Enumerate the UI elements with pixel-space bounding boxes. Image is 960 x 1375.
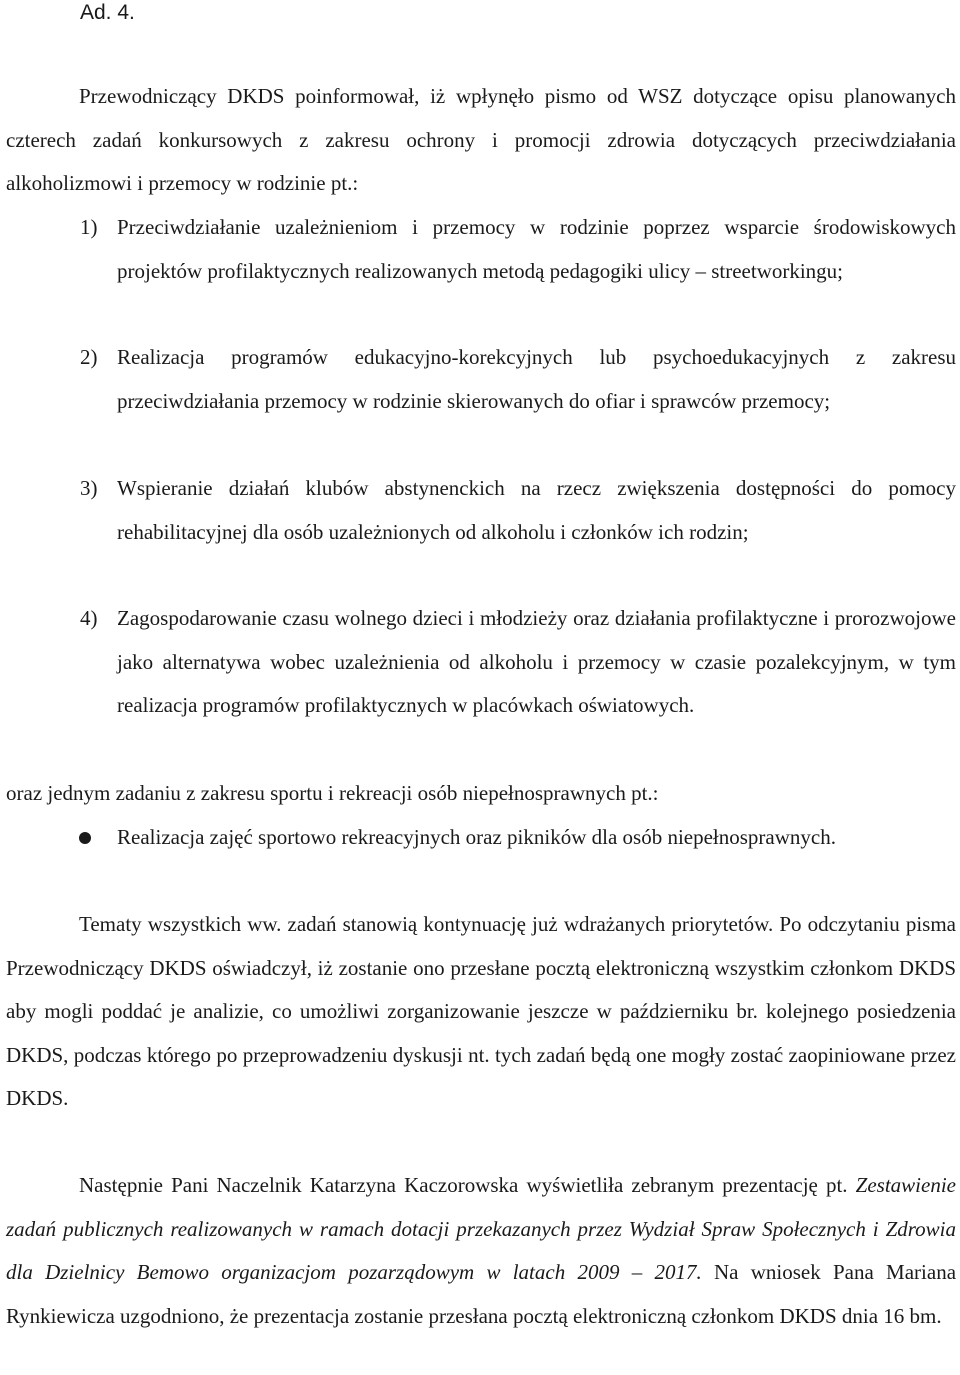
presentation-paragraph	[6, 1164, 956, 1338]
presentation-tail: Na wniosek Pana Mariana Rynkiewicza uzgodniono, że prezentacja zostanie przesłana pocztą elektroniczną członkom DKDS dnia 16 bm.	[6, 1260, 957, 1328]
task-item-3	[80, 467, 956, 554]
task-item-1	[80, 206, 956, 293]
task-number: 4)	[80, 606, 98, 630]
task-number: 1)	[80, 215, 98, 239]
task-text: Realizacja programów edukacyjno-korekcyjnych lub psychoedukacyjnych z zakresu przeciwdziałania przemocy w rodzinie skierowanych do ofiar i sprawców przemocy;	[117, 345, 956, 413]
task-text: Wspieranie działań klubów abstynenckich na rzecz zwiększenia dostępności do pomocy rehabilitacyjnej dla osób uzależnionych od alkoholu i członków ich rodzin;	[117, 476, 956, 544]
section-heading: Ad. 4.	[80, 1, 135, 24]
task-text: Przeciwdziałanie uzależnieniom i przemocy w rodzinie poprzez wsparcie środowiskowych projektów profilaktycznych realizowanych metodą pedagogiki ulicy – streetworkingu;	[117, 215, 956, 283]
task-number: 3)	[80, 476, 98, 500]
presentation-title: Zestawienie zadań publicznych realizowanych w ramach dotacji przekazanych przez Wydział Spraw Społecznych i Zdrowia dla Dzielnicy Bemowo organizacjom pozarządowym w latach 2009 – 2017.	[6, 1173, 956, 1284]
sport-intro-paragraph: oraz jednym zadaniu z zakresu sportu i rekreacji osób niepełnosprawnych pt.:	[6, 781, 659, 805]
bullet-icon	[78, 831, 92, 845]
presentation-lead: Następnie Pani Naczelnik Katarzyna Kaczorowska wyświetliła zebranym prezentację pt.	[79, 1173, 856, 1197]
task-text: Zagospodarowanie czasu wolnego dzieci i młodzieży oraz działania profilaktyczne i prorozwojowe jako alternatywa wobec uzależnienia od alkoholu i przemocy w czasie pozalekcyjnym, w tym realizacja programów profilaktycznych w placówkach oświatowych.	[117, 606, 956, 717]
task-item-2	[80, 336, 956, 423]
task-item-4	[80, 597, 956, 728]
sport-task-item: Realizacja zajęć sportowo rekreacyjnych oraz pikników dla osób niepełnosprawnych.	[117, 825, 836, 849]
topics-paragraph: Tematy wszystkich ww. zadań stanowią kontynuację już wdrażanych priorytetów. Po odczytaniu pisma Przewodniczący DKDS oświadczył, iż zostanie ono przesłane pocztą elektroniczną wszystkim członkom DKDS aby mogli poddać je analizie, co umożliwi zorganizowanie jeszcze w październiku br. kolejnego posiedzenia DKDS, podczas którego po przeprowadzeniu dyskusji nt. tych zadań będą one mogły zostać zaopiniowane przez DKDS.	[6, 912, 956, 1110]
intro-paragraph: Przewodniczący DKDS poinformował, iż wpłynęło pismo od WSZ dotyczące opisu planowanych czterech zadań konkursowych z zakresu ochrony i promocji zdrowia dotyczących przeciwdziałania alkoholizmowi i przemocy w rodzinie pt.:	[6, 84, 956, 195]
task-number: 2)	[80, 345, 98, 369]
